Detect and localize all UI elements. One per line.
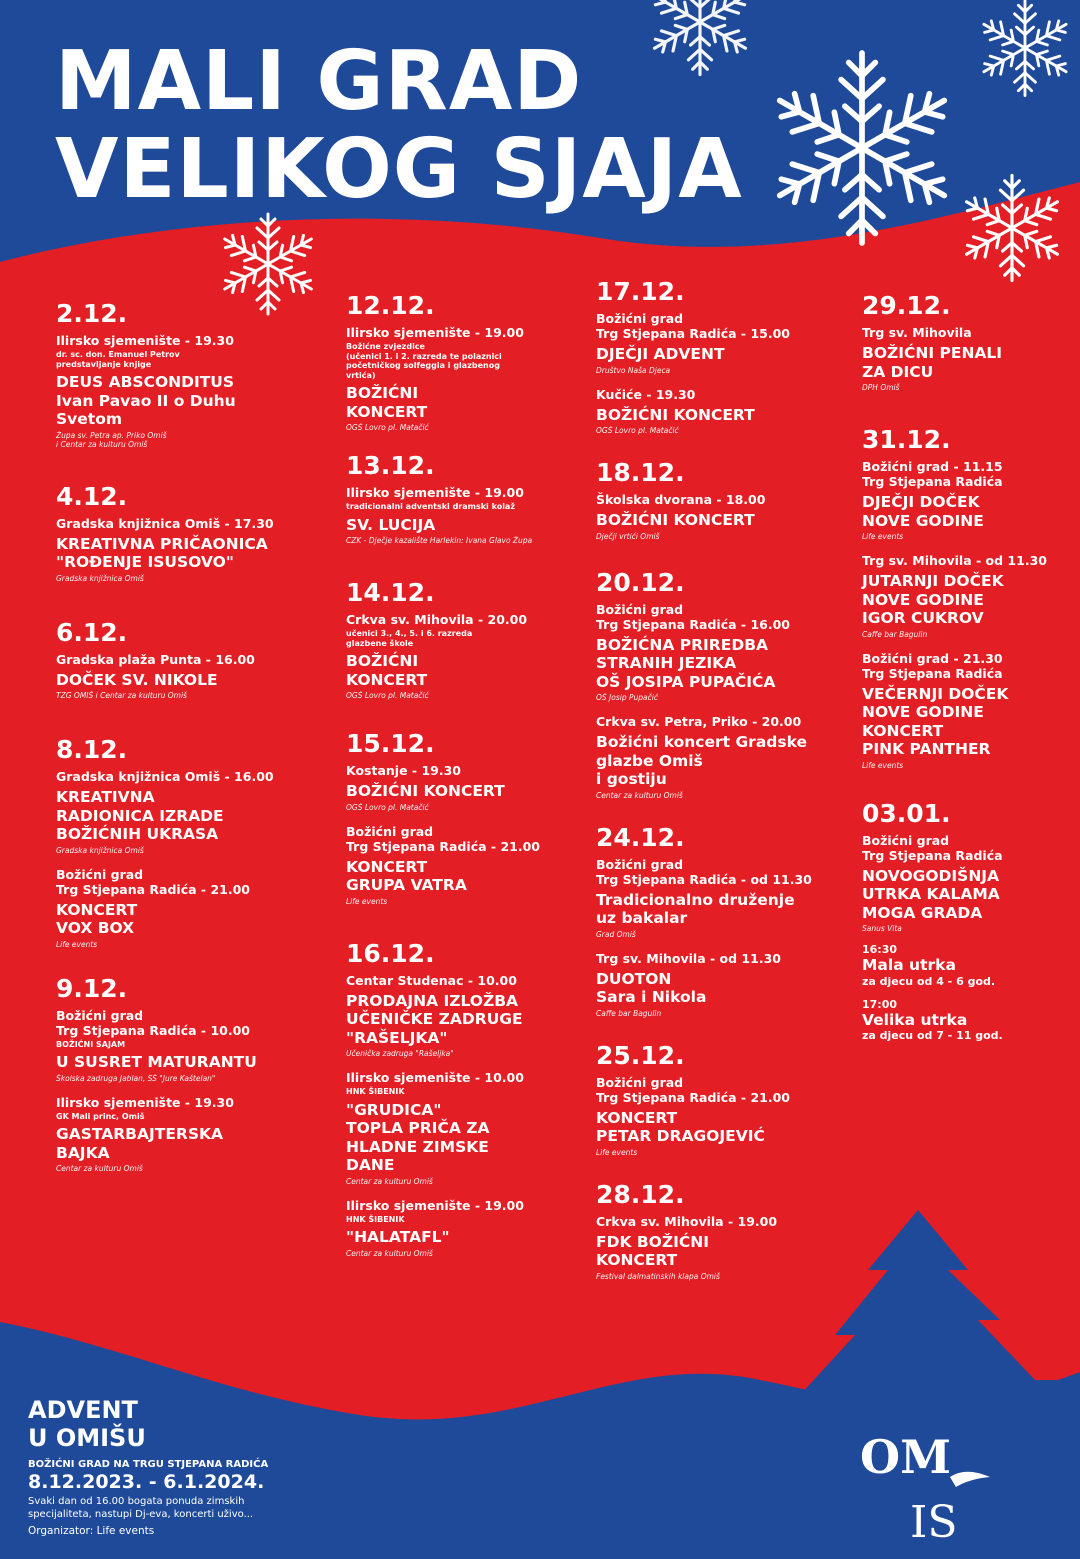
event-item (862, 553, 1062, 639)
event-item (862, 325, 1062, 392)
event-organizer: TZG OMIŠ i Centar za kulturu Omiš (56, 691, 187, 700)
event-title: BOŽIĆNI KONCERT (346, 384, 428, 421)
footer-dates: 8.12.2023. - 6.1.2024. (28, 1471, 265, 1493)
event-organizer: OGŠ Lovro pl. Matačić (346, 691, 429, 700)
event-item (56, 516, 326, 583)
event-note: dr. sc. don. Emanuel Petrov predstavljanje knjige (56, 350, 180, 369)
event-organizer: OŠ Josip Pupačić (596, 693, 658, 702)
schedule-day (596, 824, 836, 1018)
event-item (346, 824, 586, 906)
event-item (56, 1095, 326, 1174)
footer-heading: ADVENT U OMIŠU (28, 1396, 146, 1452)
event-note: učenici 3., 4., 5. i 6. razreda glazbene škole (346, 629, 473, 648)
event-organizer: Gradska knjižnica Omiš (56, 845, 144, 855)
event-location: Božićni grad Trg Stjepana Radića (862, 832, 1003, 863)
event-title: BOŽIĆNA PRIREDBA STRANIH JEZIKA OŠ JOSIPA PUPAČIĆA (596, 635, 776, 691)
event-organizer: Caffe bar Bagulin (596, 1008, 662, 1018)
race-age: za djecu od 4 - 6 god. (862, 974, 996, 988)
event-organizer: Festival dalmatinskih klapa Omiš (596, 1271, 720, 1281)
event-organizer: Life events (862, 532, 904, 541)
event-organizer: Društvo Naša Djeca (596, 365, 671, 375)
schedule-day (596, 459, 836, 541)
event-title: DEUS ABSCONDITUS Ivan Pavao II o Duhu Svetom (56, 373, 236, 428)
schedule-day (596, 278, 836, 435)
event-note: tradicionalni adventski dramski kolaž (346, 502, 515, 511)
event-organizer: Župa sv. Petra ap. Priko Omiš i Centar za kulturu Omiš (56, 430, 167, 449)
event-item (346, 1070, 586, 1186)
event-organizer: Gradska knjižnica Omiš (56, 573, 144, 583)
event-title: U SUSRET MATURANTU (56, 1053, 257, 1071)
day-date: 2.12. (56, 299, 128, 328)
event-location: Kostanje - 19.30 (346, 763, 461, 778)
event-item (862, 459, 1062, 541)
event-organizer: Centar za kulturu Omiš (56, 1164, 143, 1173)
schedule-day (346, 292, 586, 432)
schedule-day (346, 579, 586, 700)
schedule-day (862, 800, 1062, 1043)
event-location: Božićni grad Trg Stjepana Radića - od 11.30 (596, 856, 812, 887)
event-title: BOŽIĆNI KONCERT (596, 405, 755, 424)
event-location: Trg sv. Mihovila - od 11.30 (862, 553, 1047, 568)
event-title: DJEČJI DOČEK NOVE GODINE (862, 493, 984, 530)
event-title: KONCERT PETAR DRAGOJEVIĆ (596, 1108, 765, 1145)
race-time: 16:30 (862, 943, 898, 956)
event-location: Trg sv. Mihovila (862, 325, 972, 340)
event-item (56, 333, 326, 449)
day-date: 31.12. (862, 425, 951, 454)
day-date: 20.12. (596, 567, 685, 597)
event-title: PRODAJNA IZLOŽBA UČENIČKE ZADRUGE "RAŠELJKA" (346, 991, 523, 1047)
event-title: "GRUDICA" TOPLA PRIČA ZA HLADNE ZIMSKE DANE (346, 1100, 490, 1174)
event-item (56, 867, 326, 949)
schedule-day (862, 426, 1062, 770)
event-organizer: Učenička zadruga "Rašeljka" (346, 1049, 454, 1058)
event-note: HNK ŠIBENIK (346, 1214, 405, 1224)
schedule-day (596, 1181, 836, 1281)
event-location: Ilirsko sjemenište - 19.30 (56, 333, 234, 348)
event-location: Ilirsko sjemenište - 19.00 (346, 1197, 524, 1213)
event-location: Centar Studenac - 10.00 (346, 972, 517, 988)
event-location: Božićni grad Trg Stjepana Radića - 21.00 (346, 823, 540, 854)
event-location: Božićni grad Trg Stjepana Radića - 21.00 (596, 1074, 790, 1105)
event-title: Tradicionalno druženje uz bakalar (596, 890, 795, 927)
event-item (596, 602, 836, 703)
day-date: 18.12. (596, 458, 685, 487)
day-date: 4.12. (56, 481, 128, 511)
footer-description: Svaki dan od 16.00 bogata ponuda zimskih specijaliteta, nastupi Dj-eva, koncerti uživo... (28, 1496, 254, 1520)
event-organizer: Life events (862, 760, 904, 770)
schedule-day (862, 292, 1062, 392)
day-date: 6.12. (56, 617, 128, 647)
event-item (596, 1214, 836, 1281)
event-organizer: Dječji vrtići Omiš (596, 531, 660, 541)
event-item (346, 973, 586, 1059)
event-note: BOŽIĆNI SAJAM (56, 1039, 126, 1049)
schedule-column-3 (596, 278, 836, 1281)
event-location: Božićni grad Trg Stjepana Radića - 16.00 (596, 601, 790, 632)
event-organizer: Life events (596, 1147, 638, 1157)
event-title: GASTARBAJTERSKA BAJKA (56, 1125, 224, 1162)
event-title: BOŽIĆNI PENALI ZA DICU (862, 344, 1003, 381)
event-note: GK Mali princ, Omiš (56, 1111, 145, 1121)
race-item (862, 998, 1062, 1043)
schedule-day (596, 569, 836, 800)
event-item (862, 651, 1062, 770)
event-location: Božićni grad Trg Stjepana Radića - 10.00 (56, 1007, 250, 1038)
event-location: Božićni grad - 11.15 Trg Stjepana Radića (862, 459, 1003, 489)
event-item (346, 612, 586, 700)
schedule-column-1 (56, 300, 326, 1173)
day-date: 03.01. (862, 798, 951, 828)
event-title: DJEČJI ADVENT (596, 345, 725, 363)
day-date: 9.12. (56, 973, 128, 1003)
event-item (862, 833, 1062, 934)
event-organizer: Life events (346, 896, 388, 906)
event-item (56, 769, 326, 855)
schedule-day (596, 1042, 836, 1157)
schedule-day (346, 940, 586, 1258)
race-item (862, 943, 1062, 988)
event-item (596, 1075, 836, 1157)
event-location: Trg sv. Mihovila - od 11.30 (596, 950, 781, 966)
event-item (346, 763, 586, 812)
event-location: Božićni grad Trg Stjepana Radića - 21.00 (56, 866, 250, 897)
event-location: Crkva sv. Petra, Priko - 20.00 (596, 714, 802, 729)
schedule-day (56, 619, 326, 701)
event-title: KONCERT VOX BOX (56, 900, 138, 937)
event-organizer: OGŠ Lovro pl. Matačić (346, 802, 429, 812)
event-title: KREATIVNA RADIONICA IZRADE BOŽIĆNIH UKRASA (56, 788, 224, 843)
day-date: 12.12. (346, 291, 435, 320)
schedule-day (56, 483, 326, 583)
event-title: SV. LUCIJA (346, 515, 436, 534)
event-title: BOŽIĆNI KONCERT (346, 782, 505, 800)
event-item (346, 1198, 586, 1258)
event-organizer: OGŠ Lovro pl. Matačić (346, 423, 429, 432)
event-organizer: Sanus Vita (862, 924, 902, 933)
day-date: 8.12. (56, 735, 128, 764)
event-item (346, 325, 586, 432)
event-title: BOŽIĆNI KONCERT (346, 652, 428, 689)
schedule-column-2 (346, 292, 586, 1258)
event-organizer: Caffe bar Bagulin (862, 629, 928, 639)
event-organizer: Centar za kulturu Omiš (346, 1248, 433, 1258)
schedule-day (56, 736, 326, 949)
event-item (596, 311, 836, 375)
event-item (596, 387, 836, 436)
event-title: Božićni koncert Gradske glazbe Omiš i gostiju (596, 733, 808, 788)
schedule-day (56, 300, 326, 449)
schedule-day (56, 975, 326, 1174)
event-location: Ilirsko sjemenište - 19.00 (346, 325, 524, 340)
event-title: "HALATAFL" (346, 1228, 450, 1246)
day-date: 17.12. (596, 277, 685, 306)
event-organizer: Grad Omiš (596, 929, 636, 939)
event-location: Crkva sv. Mihovila - 19.00 (596, 1213, 778, 1229)
event-location: Školska dvorana - 18.00 (596, 492, 766, 507)
race-name: Velika utrka (862, 1010, 968, 1029)
footer-organizer: Organizator: Life events (28, 1525, 155, 1537)
title-line-1: MALI GRAD (55, 34, 583, 129)
event-organizer: OGŠ Lovro pl. Matačić (596, 426, 679, 435)
event-title: DOČEK SV. NIKOLE (56, 670, 218, 689)
event-item (596, 951, 836, 1018)
footer-subheading: BOŽIĆNI GRAD NA TRGU STJEPANA RADIĆA (28, 1459, 269, 1470)
event-note: Božićne zvjezdice (učenici 1. i 2. razreda te polaznici početničkog solfeggia i glazbenog vrtića) (346, 342, 502, 380)
event-item (56, 652, 326, 701)
event-organizer: Centar za kulturu Omiš (596, 790, 683, 800)
advent-footer (28, 1396, 348, 1538)
event-title: VEČERNJI DOČEK NOVE GODINE KONCERT PINK PANTHER (862, 684, 1009, 758)
event-location: Kučiće - 19.30 (596, 386, 696, 402)
race-name: Mala utrka (862, 956, 956, 974)
event-item (346, 485, 586, 545)
day-date: 14.12. (346, 578, 435, 607)
day-date: 29.12. (862, 291, 951, 320)
race-age: za djecu od 7 - 11 god. (862, 1029, 1003, 1042)
event-title: FDK BOŽIĆNI KONCERT (596, 1232, 709, 1269)
day-date: 15.12. (346, 729, 435, 758)
event-location: Božićni grad - 21.30 Trg Stjepana Radića (862, 650, 1003, 681)
day-date: 13.12. (346, 451, 435, 480)
event-title: BOŽIĆNI KONCERT (596, 511, 755, 529)
event-organizer: Life events (56, 939, 98, 949)
schedule-day (346, 730, 586, 906)
event-item (56, 1008, 326, 1083)
event-location: Ilirsko sjemenište - 19.30 (56, 1094, 234, 1110)
event-location: Ilirsko sjemenište - 19.00 (346, 485, 524, 500)
event-item (596, 714, 836, 800)
event-title: NOVOGODIŠNJA UTRKA KALAMA MOGA GRADA (862, 866, 1000, 922)
event-note: HNK ŠIBENIK (346, 1087, 405, 1096)
event-item (596, 857, 836, 939)
event-location: Gradska plaža Punta - 16.00 (56, 651, 255, 667)
event-location: Gradska knjižnica Omiš - 17.30 (56, 515, 274, 531)
event-location: Gradska knjižnica Omiš - 16.00 (56, 769, 274, 784)
day-date: 25.12. (596, 1040, 685, 1070)
schedule-column-4 (862, 292, 1062, 1042)
event-title: DUOTON Sara i Nikola (596, 969, 707, 1006)
event-location: Božićni grad Trg Stjepana Radića - 15.00 (596, 311, 790, 341)
event-title: KONCERT GRUPA VATRA (346, 857, 467, 894)
race-time: 17:00 (862, 997, 898, 1011)
event-organizer: Centar za kulturu Omiš (346, 1176, 433, 1186)
page-title (55, 34, 743, 217)
event-item (596, 492, 836, 541)
event-location: Ilirsko sjemenište - 10.00 (346, 1070, 524, 1085)
event-organizer: DPH Omiš (862, 383, 900, 392)
logo-letters-bottom: IS (910, 1497, 958, 1545)
event-title: JUTARNJI DOČEK NOVE GODINE IGOR CUKROV (862, 572, 1004, 627)
day-date: 24.12. (596, 822, 685, 852)
event-organizer: Školska zadruga Jablan, SŠ "Jure Kaštelan" (56, 1073, 216, 1083)
schedule-day (346, 452, 586, 545)
day-date: 16.12. (346, 938, 435, 968)
omis-city-logo-icon (858, 1425, 998, 1545)
event-location: Crkva sv. Mihovila - 20.00 (346, 612, 528, 627)
event-organizer: CZK - Dječje kazalište Harlekin: Ivana Glavo Župa (346, 536, 533, 545)
day-date: 28.12. (596, 1179, 685, 1209)
event-title: KREATIVNA PRIČAONICA "ROĐENJE ISUSOVO" (56, 534, 268, 571)
logo-letters-top: OM (860, 1430, 951, 1484)
title-line-2: VELIKOG SJAJA (55, 122, 743, 217)
